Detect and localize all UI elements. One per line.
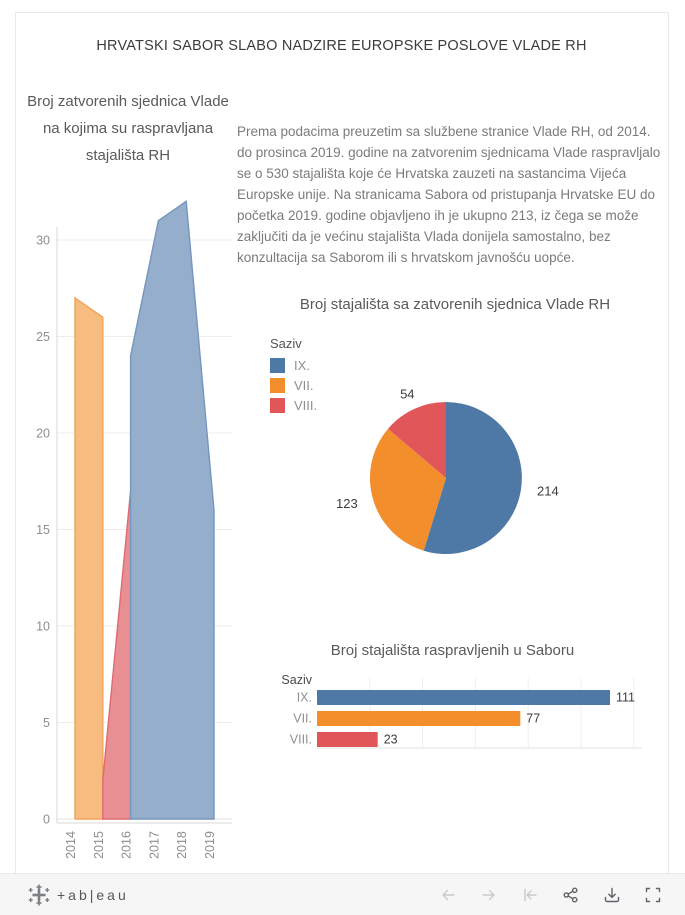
area-series-IX.[interactable]: [131, 201, 214, 819]
area-xtick-label: 2017: [147, 831, 162, 859]
pie-value-label: 214: [537, 483, 559, 499]
area-chart-title: Broj zatvorenih sjednica Vlade na kojima su raspravljana stajališta RH: [27, 93, 229, 164]
fullscreen-icon: [644, 886, 662, 904]
legend-item-viii[interactable]: [270, 398, 317, 413]
tableau-wordmark: +ab|eau: [57, 886, 129, 903]
area-series-VII.[interactable]: [75, 298, 103, 819]
tableau-logo-icon: [28, 884, 50, 906]
tableau-toolbar: [0, 873, 685, 915]
pie-value-label: 123: [335, 495, 358, 511]
bar-value-label: 111: [616, 690, 636, 705]
legend-item-vii[interactable]: [270, 378, 317, 393]
area-xtick-label: 2019: [203, 831, 217, 859]
redo-icon: [480, 886, 498, 904]
area-ytick-label: 30: [36, 233, 50, 248]
area-ytick-label: 15: [36, 523, 50, 537]
description-text: Prema podacima preuzetim sa službene stranice Vlade RH, od 2014. do prosinca 2019. godine na zatvorenim sjednicama Vlade raspravljalo se o 530 stajališta koje će Hrvatska zauzeti na sastancima Vijeća Europske unije. Na stranicama Sabora od pristupanja Hrvatske EU do početka 2019. godine objavljeno ih je ukupno 213, iz čega se može zaključiti da je većinu stajališta Vlada donijela samostalno, bez konzultacija sa Saborom ili s hrvatskom javnošću uopće.: [237, 124, 661, 265]
share-icon: [562, 886, 580, 904]
legend-title: Saziv: [270, 336, 302, 351]
area-series-VIII.[interactable]: [103, 491, 131, 819]
area-xtick-label: 2015: [91, 831, 106, 859]
pie-chart-title: Broj stajališta sa zatvorenih sjednica Vlade RH: [299, 296, 611, 313]
bar-IX.[interactable]: [317, 690, 610, 705]
undo-icon: [439, 886, 457, 904]
pie-value-label: 54: [400, 386, 415, 402]
share-button[interactable]: [561, 885, 581, 905]
tableau-logo[interactable]: [28, 884, 129, 906]
bar-chart[interactable]: [250, 670, 670, 758]
bar-category-label: IX.: [296, 690, 312, 705]
bar-category-label: VII.: [293, 711, 312, 726]
legend-swatch-ix: [270, 358, 285, 373]
legend-label: VII.: [294, 378, 314, 393]
bar-VIII.[interactable]: [317, 732, 378, 747]
dashboard-title: HRVATSKI SABOR SLABO NADZIRE EUROPSKE POSLOVE VLADE RH: [96, 38, 587, 54]
area-xtick-label: 2014: [64, 831, 78, 859]
bar-axis-title: Saziv: [281, 673, 312, 687]
color-legend: [270, 336, 317, 418]
area-ytick-label: 0: [43, 812, 50, 827]
area-ytick-label: 25: [36, 330, 50, 344]
download-button[interactable]: [602, 885, 622, 905]
bar-chart-title: Broj stajališta raspravljenih u Saboru: [330, 642, 575, 659]
legend-label: IX.: [294, 358, 310, 373]
undo-button[interactable]: [438, 885, 458, 905]
legend-swatch-viii: [270, 398, 285, 413]
bar-value-label: 23: [383, 732, 398, 747]
download-icon: [603, 886, 621, 904]
area-xtick-label: 2016: [119, 831, 134, 859]
reset-button[interactable]: [520, 885, 540, 905]
toolbar-buttons: [438, 885, 663, 905]
bar-category-label: VIII.: [289, 732, 312, 747]
legend-label: VIII.: [294, 398, 318, 413]
legend-item-ix[interactable]: [270, 358, 317, 373]
redo-button[interactable]: [479, 885, 499, 905]
area-chart[interactable]: [20, 185, 235, 875]
area-ytick-label: 20: [36, 426, 50, 441]
area-ytick-label: 5: [43, 716, 50, 730]
bar-value-label: 77: [526, 711, 541, 726]
fullscreen-button[interactable]: [643, 885, 663, 905]
area-xtick-label: 2018: [175, 831, 190, 859]
bar-VII.[interactable]: [317, 711, 520, 726]
pie-chart[interactable]: [325, 383, 585, 583]
reset-icon: [521, 886, 539, 904]
legend-swatch-vii: [270, 378, 285, 393]
area-ytick-label: 10: [36, 619, 50, 634]
